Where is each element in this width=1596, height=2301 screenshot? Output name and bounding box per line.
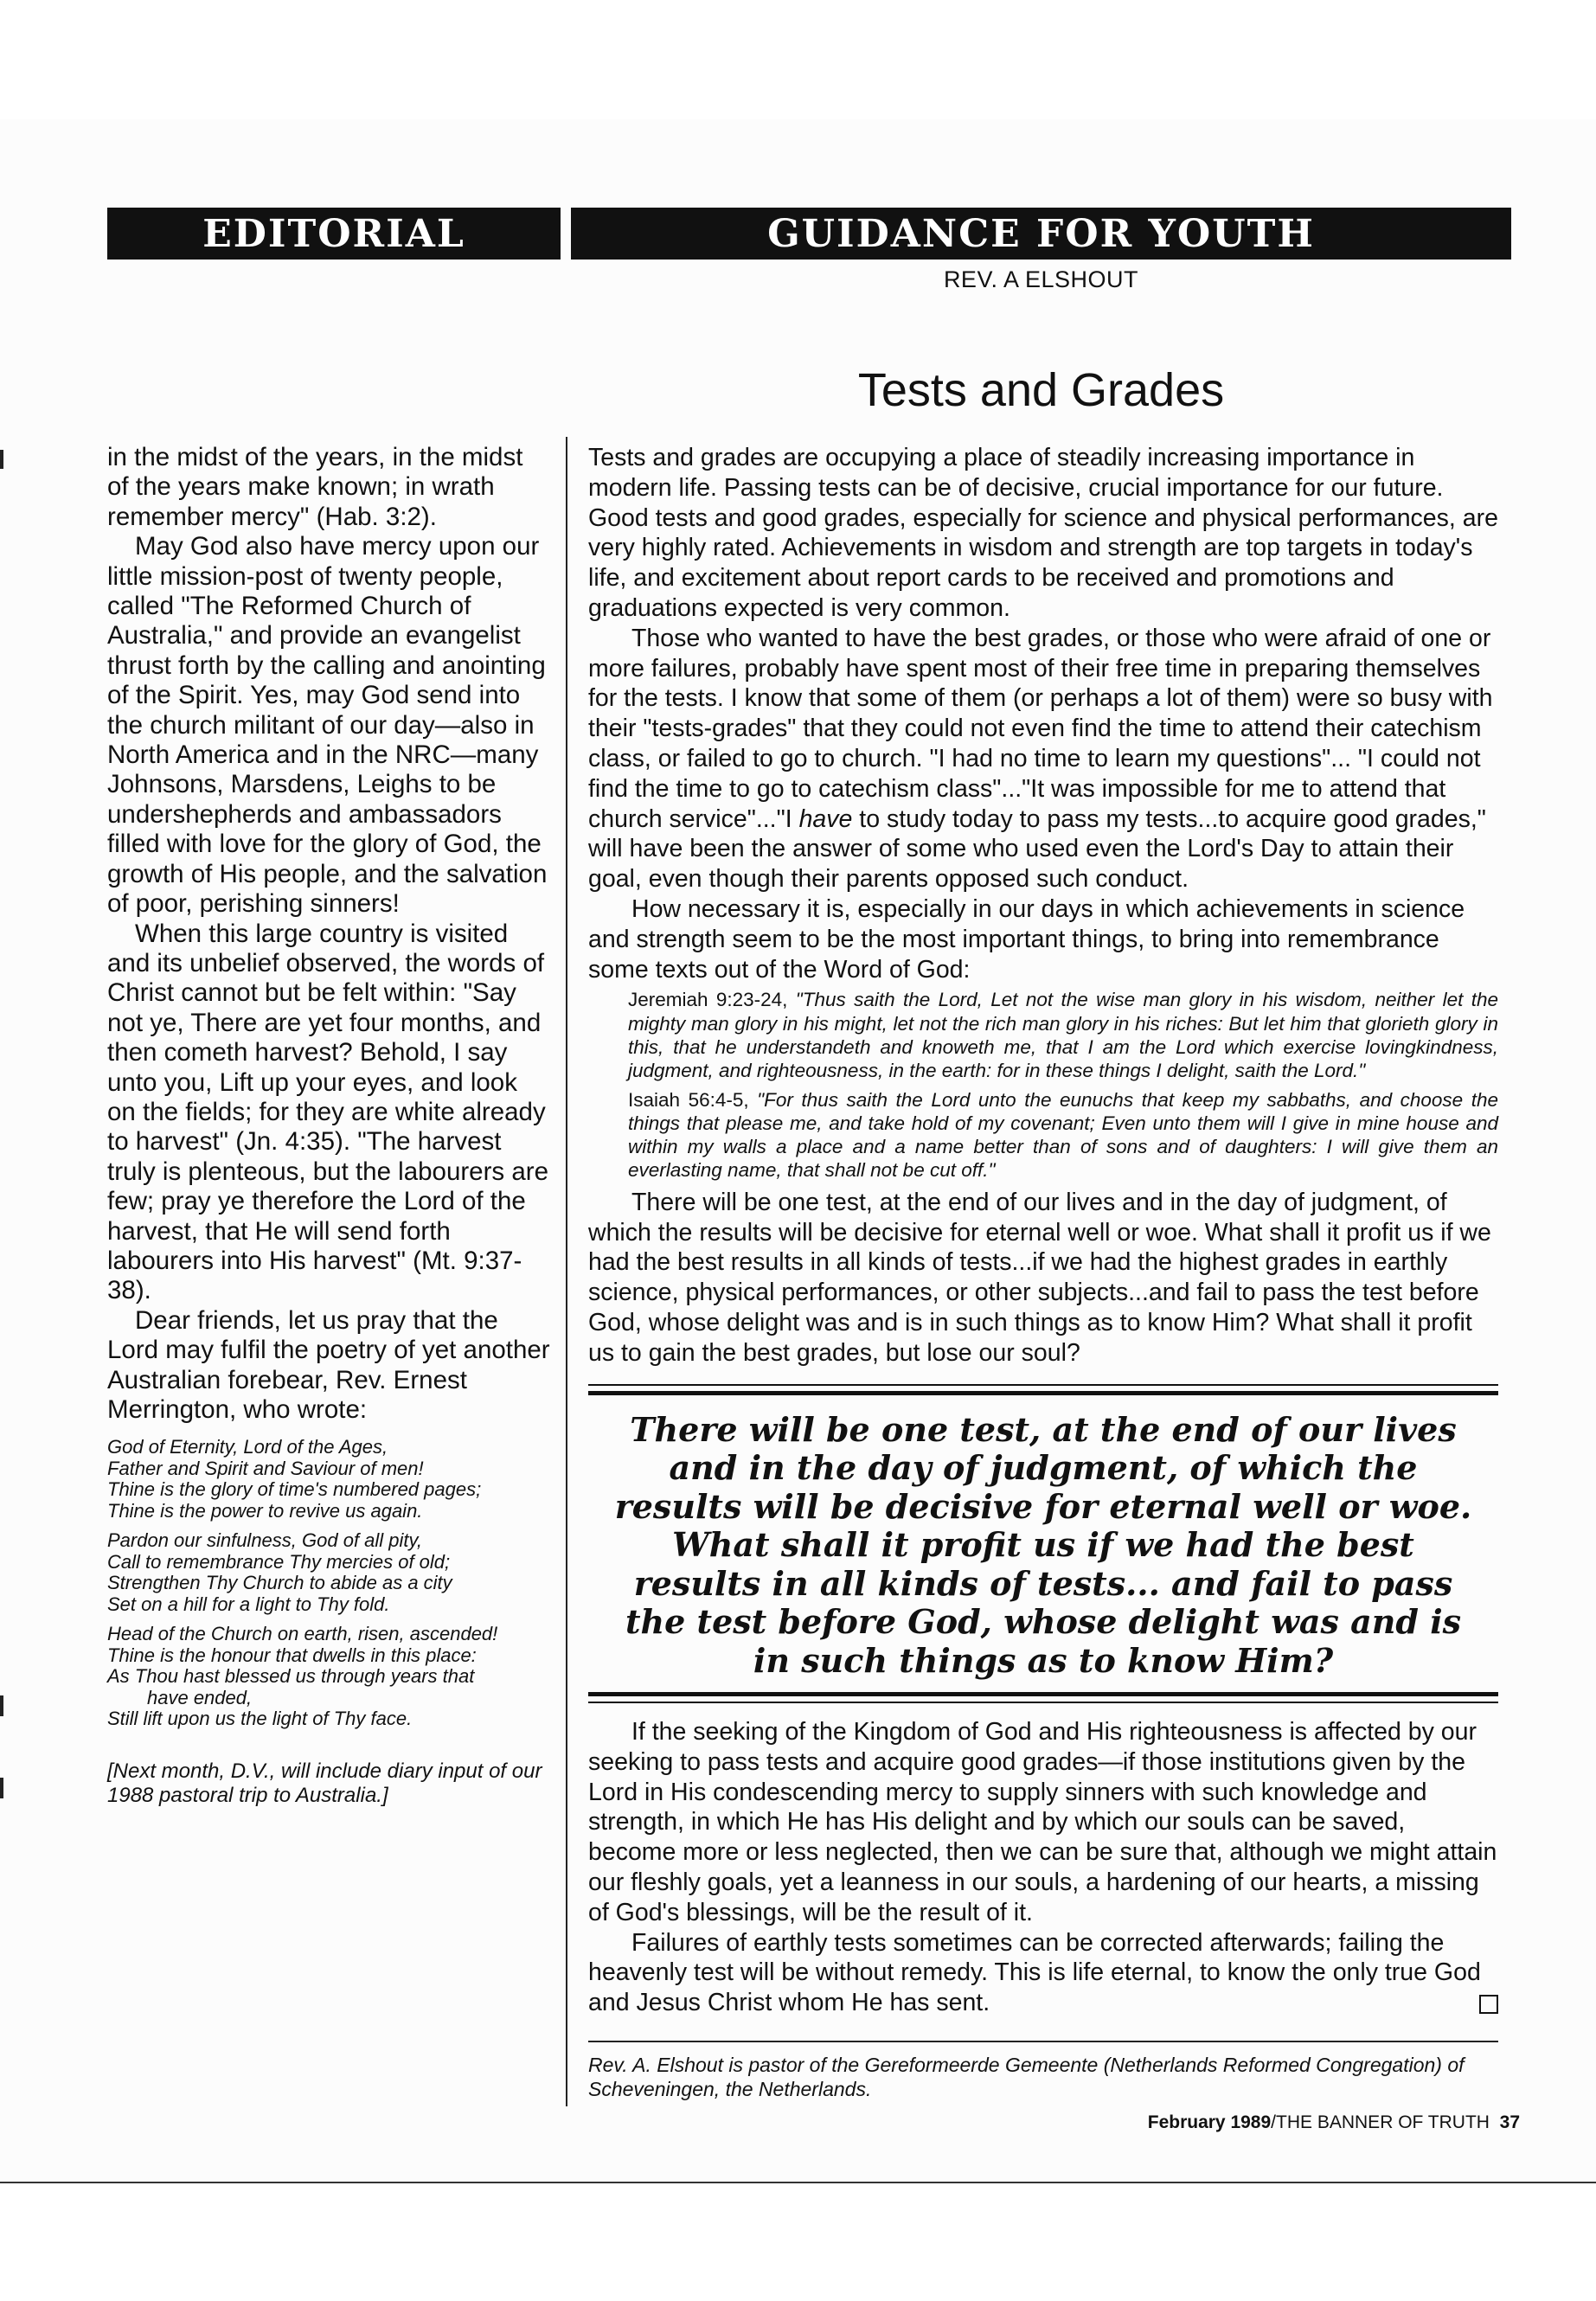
author-byline: REV. A ELSHOUT: [943, 266, 1139, 292]
poem-line: Thine is the glory of time's numbered pages;: [107, 1478, 482, 1501]
poem-line: God of Eternity, Lord of the Ages,: [107, 1436, 388, 1458]
poem-line: As Thou hast blessed us through years that: [107, 1665, 475, 1688]
bio-divider: [588, 2041, 1498, 2042]
poem-stanza: [107, 1624, 550, 1730]
author-bio: Rev. A. Elshout is pastor of the Gereformeerde Gemeente (Netherlands Reformed Congregation) of Scheveningen, the Netherlands.: [588, 2053, 1465, 2101]
poem-line: Pardon our sinfulness, God of all pity,: [107, 1529, 423, 1552]
page-number: 37: [1499, 2112, 1520, 2132]
margin-mark: [0, 1695, 3, 1716]
poem-stanza: [107, 1530, 550, 1615]
text-run: Failures of earthly tests sometimes can be corrected afterwards; failing the heavenly test will be without remedy. This is life eternal, to know the only true God and Jesus Christ whom He has sent.: [588, 1928, 1481, 2017]
pull-quote-frame: [588, 1384, 1498, 1704]
poem-line: have ended,: [147, 1686, 253, 1708]
margin-mark: [0, 450, 3, 469]
paragraph: Tests and grades are occupying a place of steadily increasing importance in modern life. Passing tests can be of decisive, crucial importance for our future. Good tests and good grades, especially for science and physical performances, are very highly rated. Achievements in wisdom and strength are top targets in today's life, and excitement about report cards to be received and promotions and graduations expected is very common.: [588, 444, 1498, 622]
editor-note: [Next month, D.V., will include diary input of our 1988 pastoral trip to Australia.]: [107, 1759, 542, 1807]
poem-stanza: [107, 1437, 550, 1522]
poem-line: Still lift upon us the light of Thy face.: [107, 1708, 413, 1730]
article-column: [588, 443, 1498, 2102]
issue-date: February 1989: [1147, 2112, 1272, 2132]
text-run: Those who wanted to have the best grades, or those who were afraid of one or more failures, probably have spent most of their free time in preparing themselves for the tests. I know that some of them (or perhaps a lot of them) were so busy with their "tests-grades" that they could not even find the time to attend their catechism class, or failed to go to church. "I had no time to learn my questions"... "I could not find the time to go to catechism class"..."It was impossible for me to attend that church service"..."I: [588, 624, 1493, 833]
paragraph: May God also have mercy upon our little mission-post of twenty people, called "The Reformed Church of Australia," and provide an evangelist thrust forth by the calling and anointing of the Spirit. Yes, may God send into the church militant of our day—also in North America and in the NRC—many Johnsons, Marsdens, Leighs to be undershepherds and ambassadors filled with love for the glory of God, the growth of His people, and the salvation of poor, perishing sinners!: [107, 532, 548, 919]
page-bottom-edge: [0, 2182, 1596, 2183]
poem-line: Strengthen Thy Church to abide as a city: [107, 1572, 452, 1594]
hymn-poem: [107, 1437, 550, 1730]
poem-line: Set on a hill for a light to Thy fold.: [107, 1593, 390, 1615]
emphasis: have: [798, 804, 853, 833]
poem-line: Father and Spirit and Saviour of men!: [107, 1457, 424, 1479]
section-header-editorial: EDITORIAL: [107, 208, 561, 260]
pull-quote: There will be one test, at the end of our lives and in the day of judgment, of which the results will be decisive for eternal well or woe. What shall it profit us if we had the best results in all kinds of tests... and fail to pass the test before God, whose delight was and is in such things as to know Him?: [588, 1391, 1498, 1697]
publication-name: /THE BANNER OF TRUTH: [1271, 2112, 1490, 2132]
scripture-reference: Jeremiah 9:23-24,: [628, 989, 788, 1011]
scripture-text: "Thus saith the Lord, Let not the wise man glory in his wisdom, neither let the mighty man glory in his might, let not the rich man glory in his riches: But let him that glorieth glory in this, that he understandeth and knoweth me, that I am the Lord which exercise lovingkindness, judgment, and righteousness, in the earth: for in these things I delight, saith the Lord.": [628, 989, 1498, 1082]
paragraph: When this large country is visited and its unbelief observed, the words of Christ cannot but be felt within: "Say not ye, There are yet four months, and then cometh harvest? Behold, I say unto you, Lift up your eyes, and look on the fields; for they are white already to harvest" (Jn. 4:35). "The harvest truly is plenteous, but the labourers are few; pray ye therefore the Lord of the harvest, that He will send forth labourers into His harvest" (Mt. 9:37-38).: [107, 919, 548, 1305]
paragraph: Dear friends, let us pray that the Lord may fulfil the poetry of yet another Australian forebear, Rev. Ernest Merrington, who wrote:: [107, 1305, 550, 1424]
article-title: Tests and Grades: [857, 364, 1225, 416]
paragraph: [588, 1928, 1498, 2018]
paragraph: [588, 624, 1498, 894]
poem-line: Head of the Church on earth, risen, ascended!: [107, 1623, 498, 1645]
paragraph: There will be one test, at the end of our lives and in the day of judgment, of which the results will be decisive for eternal well or woe. What shall it profit us if we had the best results in all kinds of tests...if we had the highest grades in earthly science, physical performances, or other subjects...and fail to pass the test before God, whose delight was and is in such things as to know Him? What shall it profit us to gain the best grades, but lose our soul?: [588, 1188, 1491, 1367]
end-mark-icon: [1479, 1995, 1498, 2014]
paragraph: If the seeking of the Kingdom of God and His righteousness is affected by our seeking to pass tests and acquire good grades—if those institutions given by the Lord in His condescending mercy to supply sinners with such knowledge and strength, in which He has His delight and by which our souls can be saved, become more or less neglected, then we can be sure that, although we might attain our fleshly goals, yet a leanness in our souls, a hardening of our hearts, a missing of God's blessings, will be the result of it.: [588, 1718, 1497, 1926]
editorial-column: [107, 443, 550, 1808]
section-header-guidance: GUIDANCE FOR YOUTH: [571, 208, 1511, 260]
margin-mark: [0, 1778, 3, 1798]
paragraph: How necessary it is, especially in our days in which achievements in science and strength seem to be the most important things, to bring into remembrance some texts out of the Word of God:: [588, 894, 1465, 984]
column-divider: [566, 437, 567, 2106]
scripture-reference: Isaiah 56:4-5,: [628, 1088, 749, 1111]
poem-line: Thine is the honour that dwells in this place:: [107, 1644, 477, 1666]
poem-line: Thine is the power to revive us again.: [107, 1499, 423, 1522]
scripture-quote: [628, 988, 1498, 1082]
scripture-quote: [628, 1088, 1498, 1183]
text-run: to study today to pass my tests...to acquire good grades," will have been the answer of some who used even the Lord's Day to attain their goal, even though their parents opposed such conduct.: [588, 804, 1486, 894]
paragraph: in the midst of the years, in the midst of the years make known; in wrath remember mercy" (Hab. 3:2).: [107, 443, 523, 531]
scripture-text: "For thus saith the Lord unto the eunuchs that keep my sabbaths, and choose the things that please me, and take hold of my covenant; Even unto them will I give in mine house and within my walls a place and a name better than of sons and of daughters: I will give them an everlasting name, that shall not be cut off.": [628, 1088, 1498, 1182]
page-footer: [1148, 2112, 1520, 2133]
poem-line: Call to remembrance Thy mercies of old;: [107, 1550, 451, 1573]
